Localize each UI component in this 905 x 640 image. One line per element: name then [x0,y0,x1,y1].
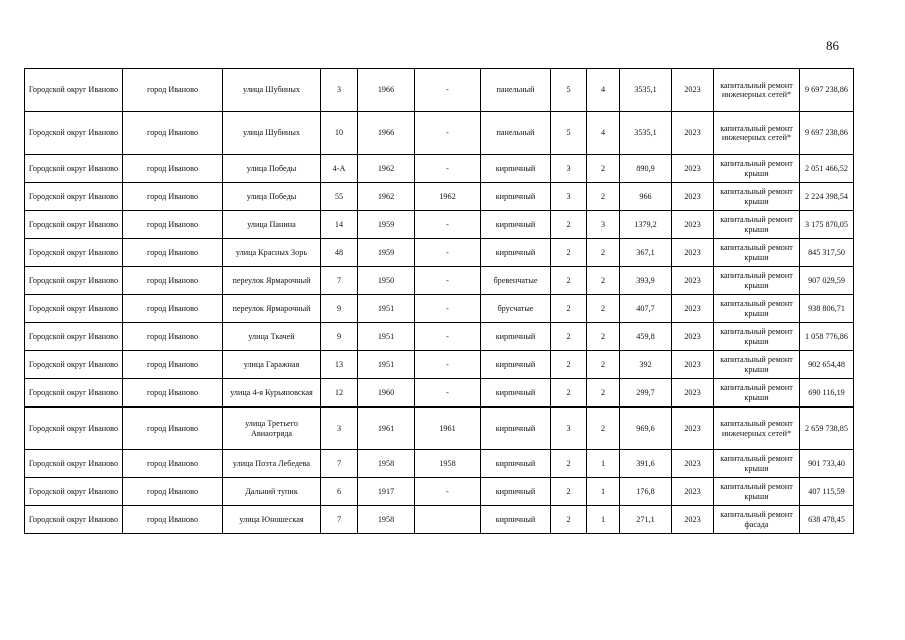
wall-material-cell: бревенчатые [481,267,551,295]
table-row [25,295,854,323]
entrances-cell: 2 [587,183,620,211]
area-cell: 393,9 [620,267,672,295]
year-built-cell: 1950 [358,267,415,295]
cost-cell: 2 051 466,52 [800,155,854,183]
entrances-cell: 2 [587,379,620,408]
year-reconstruction-cell [415,506,481,534]
year-built-cell: 1962 [358,183,415,211]
floors-cell: 3 [551,155,587,183]
wall-material-cell: кирпичный [481,155,551,183]
house-number-cell: 12 [321,379,358,408]
wall-material-cell: кирпичный [481,506,551,534]
table-row [25,379,854,408]
floors-cell: 5 [551,69,587,112]
plan-year-cell: 2023 [672,112,714,155]
floors-cell: 2 [551,267,587,295]
area-cell: 271,1 [620,506,672,534]
work-type-cell: капитальный ремонт фасада [714,506,800,534]
floors-cell: 5 [551,112,587,155]
floors-cell: 3 [551,183,587,211]
okrug-cell: Городской округ Иваново [25,211,123,239]
okrug-cell: Городской округ Иваново [25,69,123,112]
house-number-cell: 6 [321,478,358,506]
plan-year-cell: 2023 [672,267,714,295]
work-type-cell: капитальный ремонт крыши [714,295,800,323]
wall-material-cell: кирпичный [481,450,551,478]
cost-cell: 407 115,59 [800,478,854,506]
year-built-cell: 1962 [358,155,415,183]
plan-year-cell: 2023 [672,239,714,267]
area-cell: 969,6 [620,407,672,450]
table-row [25,211,854,239]
floors-cell: 3 [551,407,587,450]
year-built-cell: 1966 [358,69,415,112]
table-row [25,450,854,478]
wall-material-cell: кирпичный [481,478,551,506]
table-row [25,112,854,155]
wall-material-cell: панельный [481,69,551,112]
street-cell: улица Победы [223,183,321,211]
city-cell: город Иваново [123,295,223,323]
year-reconstruction-cell: - [415,351,481,379]
okrug-cell: Городской округ Иваново [25,506,123,534]
cost-cell: 638 478,45 [800,506,854,534]
work-type-cell: капитальный ремонт крыши [714,239,800,267]
work-type-cell: капитальный ремонт инженерных сетей* [714,69,800,112]
cost-cell: 2 659 738,85 [800,407,854,450]
table-row [25,407,854,450]
year-built-cell: 1958 [358,506,415,534]
street-cell: улица Ткачей [223,323,321,351]
year-built-cell: 1959 [358,211,415,239]
entrances-cell: 2 [587,239,620,267]
house-number-cell: 10 [321,112,358,155]
year-built-cell: 1958 [358,450,415,478]
year-reconstruction-cell: - [415,295,481,323]
street-cell: улица Третьего Авиаотряда [223,407,321,450]
work-type-cell: капитальный ремонт крыши [714,323,800,351]
wall-material-cell: кирпичный [481,211,551,239]
house-number-cell: 7 [321,267,358,295]
wall-material-cell: кирпичный [481,407,551,450]
year-reconstruction-cell: - [415,478,481,506]
housing-repair-table [24,68,854,534]
city-cell: город Иваново [123,379,223,408]
street-cell: улица Шубиных [223,69,321,112]
entrances-cell: 1 [587,478,620,506]
work-type-cell: капитальный ремонт крыши [714,183,800,211]
city-cell: город Иваново [123,183,223,211]
city-cell: город Иваново [123,239,223,267]
year-reconstruction-cell: - [415,239,481,267]
city-cell: город Иваново [123,478,223,506]
floors-cell: 2 [551,351,587,379]
street-cell: переулок Ярмарочный [223,295,321,323]
area-cell: 176,8 [620,478,672,506]
area-cell: 1379,2 [620,211,672,239]
plan-year-cell: 2023 [672,478,714,506]
floors-cell: 2 [551,450,587,478]
okrug-cell: Городской округ Иваново [25,379,123,408]
year-reconstruction-cell: - [415,155,481,183]
floors-cell: 2 [551,379,587,408]
okrug-cell: Городской округ Иваново [25,155,123,183]
entrances-cell: 2 [587,295,620,323]
year-built-cell: 1959 [358,239,415,267]
city-cell: город Иваново [123,506,223,534]
street-cell: улица 4-я Курьяновская [223,379,321,408]
house-number-cell: 13 [321,351,358,379]
year-reconstruction-cell: - [415,211,481,239]
house-number-cell: 14 [321,211,358,239]
wall-material-cell: кирпичный [481,183,551,211]
page-number: 86 [826,38,839,53]
entrances-cell: 4 [587,69,620,112]
floors-cell: 2 [551,239,587,267]
entrances-cell: 2 [587,155,620,183]
cost-cell: 9 697 238,86 [800,112,854,155]
entrances-cell: 2 [587,407,620,450]
cost-cell: 845 317,50 [800,239,854,267]
house-number-cell: 9 [321,295,358,323]
year-reconstruction-cell: - [415,267,481,295]
okrug-cell: Городской округ Иваново [25,351,123,379]
cost-cell: 9 697 238,86 [800,69,854,112]
floors-cell: 2 [551,478,587,506]
work-type-cell: капитальный ремонт инженерных сетей* [714,407,800,450]
plan-year-cell: 2023 [672,351,714,379]
work-type-cell: капитальный ремонт крыши [714,450,800,478]
house-number-cell: 3 [321,407,358,450]
plan-year-cell: 2023 [672,295,714,323]
year-built-cell: 1951 [358,323,415,351]
area-cell: 407,7 [620,295,672,323]
wall-material-cell: кирпичный [481,239,551,267]
cost-cell: 2 224 398,54 [800,183,854,211]
okrug-cell: Городской округ Иваново [25,323,123,351]
work-type-cell: капитальный ремонт крыши [714,379,800,408]
wall-material-cell: брусчатые [481,295,551,323]
house-number-cell: 48 [321,239,358,267]
entrances-cell: 4 [587,112,620,155]
city-cell: город Иваново [123,407,223,450]
plan-year-cell: 2023 [672,211,714,239]
year-reconstruction-cell: - [415,112,481,155]
year-built-cell: 1966 [358,112,415,155]
area-cell: 367,1 [620,239,672,267]
cost-cell: 1 058 776,86 [800,323,854,351]
table-row [25,155,854,183]
work-type-cell: капитальный ремонт крыши [714,267,800,295]
okrug-cell: Городской округ Иваново [25,112,123,155]
entrances-cell: 2 [587,267,620,295]
okrug-cell: Городской округ Иваново [25,239,123,267]
cost-cell: 907 029,59 [800,267,854,295]
area-cell: 299,7 [620,379,672,408]
plan-year-cell: 2023 [672,407,714,450]
plan-year-cell: 2023 [672,155,714,183]
okrug-cell: Городской округ Иваново [25,407,123,450]
area-cell: 890,9 [620,155,672,183]
house-number-cell: 7 [321,506,358,534]
floors-cell: 2 [551,211,587,239]
year-reconstruction-cell: - [415,323,481,351]
table-row [25,506,854,534]
okrug-cell: Городской округ Иваново [25,183,123,211]
entrances-cell: 2 [587,351,620,379]
okrug-cell: Городской округ Иваново [25,295,123,323]
plan-year-cell: 2023 [672,69,714,112]
table-row [25,478,854,506]
city-cell: город Иваново [123,69,223,112]
floors-cell: 2 [551,323,587,351]
house-number-cell: 55 [321,183,358,211]
street-cell: улица Панина [223,211,321,239]
area-cell: 392 [620,351,672,379]
city-cell: город Иваново [123,323,223,351]
entrances-cell: 2 [587,323,620,351]
cost-cell: 690 116,19 [800,379,854,408]
area-cell: 3535,1 [620,69,672,112]
house-number-cell: 9 [321,323,358,351]
year-reconstruction-cell: 1962 [415,183,481,211]
area-cell: 966 [620,183,672,211]
work-type-cell: капитальный ремонт крыши [714,478,800,506]
okrug-cell: Городской округ Иваново [25,267,123,295]
street-cell: улица Красных Зорь [223,239,321,267]
work-type-cell: капитальный ремонт крыши [714,155,800,183]
work-type-cell: капитальный ремонт инженерных сетей* [714,112,800,155]
street-cell: улица Шубиных [223,112,321,155]
year-reconstruction-cell: - [415,69,481,112]
city-cell: город Иваново [123,155,223,183]
cost-cell: 3 175 870,05 [800,211,854,239]
table-row [25,323,854,351]
entrances-cell: 1 [587,450,620,478]
table-row [25,351,854,379]
cost-cell: 901 733,40 [800,450,854,478]
city-cell: город Иваново [123,211,223,239]
area-cell: 459,8 [620,323,672,351]
plan-year-cell: 2023 [672,450,714,478]
street-cell: улица Победы [223,155,321,183]
floors-cell: 2 [551,506,587,534]
street-cell: Дальний тупик [223,478,321,506]
wall-material-cell: кирпичный [481,379,551,408]
city-cell: город Иваново [123,267,223,295]
street-cell: улица Гаражная [223,351,321,379]
work-type-cell: капитальный ремонт крыши [714,351,800,379]
wall-material-cell: панельный [481,112,551,155]
plan-year-cell: 2023 [672,323,714,351]
work-type-cell: капитальный ремонт крыши [714,211,800,239]
plan-year-cell: 2023 [672,183,714,211]
plan-year-cell: 2023 [672,506,714,534]
table-row [25,267,854,295]
city-cell: город Иваново [123,351,223,379]
plan-year-cell: 2023 [672,379,714,408]
entrances-cell: 3 [587,211,620,239]
cost-cell: 902 654,48 [800,351,854,379]
house-number-cell: 7 [321,450,358,478]
table-row [25,183,854,211]
house-number-cell: 4-А [321,155,358,183]
year-reconstruction-cell: 1961 [415,407,481,450]
okrug-cell: Городской округ Иваново [25,450,123,478]
year-built-cell: 1961 [358,407,415,450]
cost-cell: 938 806,71 [800,295,854,323]
wall-material-cell: кирпичный [481,351,551,379]
street-cell: переулок Ярмарочный [223,267,321,295]
entrances-cell: 1 [587,506,620,534]
year-reconstruction-cell: - [415,379,481,408]
table-row [25,239,854,267]
year-reconstruction-cell: 1958 [415,450,481,478]
house-number-cell: 3 [321,69,358,112]
street-cell: улица Юношеская [223,506,321,534]
city-cell: город Иваново [123,112,223,155]
area-cell: 391,6 [620,450,672,478]
city-cell: город Иваново [123,450,223,478]
year-built-cell: 1960 [358,379,415,408]
wall-material-cell: кирпичный [481,323,551,351]
table-row [25,69,854,112]
floors-cell: 2 [551,295,587,323]
okrug-cell: Городской округ Иваново [25,478,123,506]
area-cell: 3535,1 [620,112,672,155]
year-built-cell: 1917 [358,478,415,506]
street-cell: улица Поэта Лебедева [223,450,321,478]
year-built-cell: 1951 [358,351,415,379]
year-built-cell: 1951 [358,295,415,323]
